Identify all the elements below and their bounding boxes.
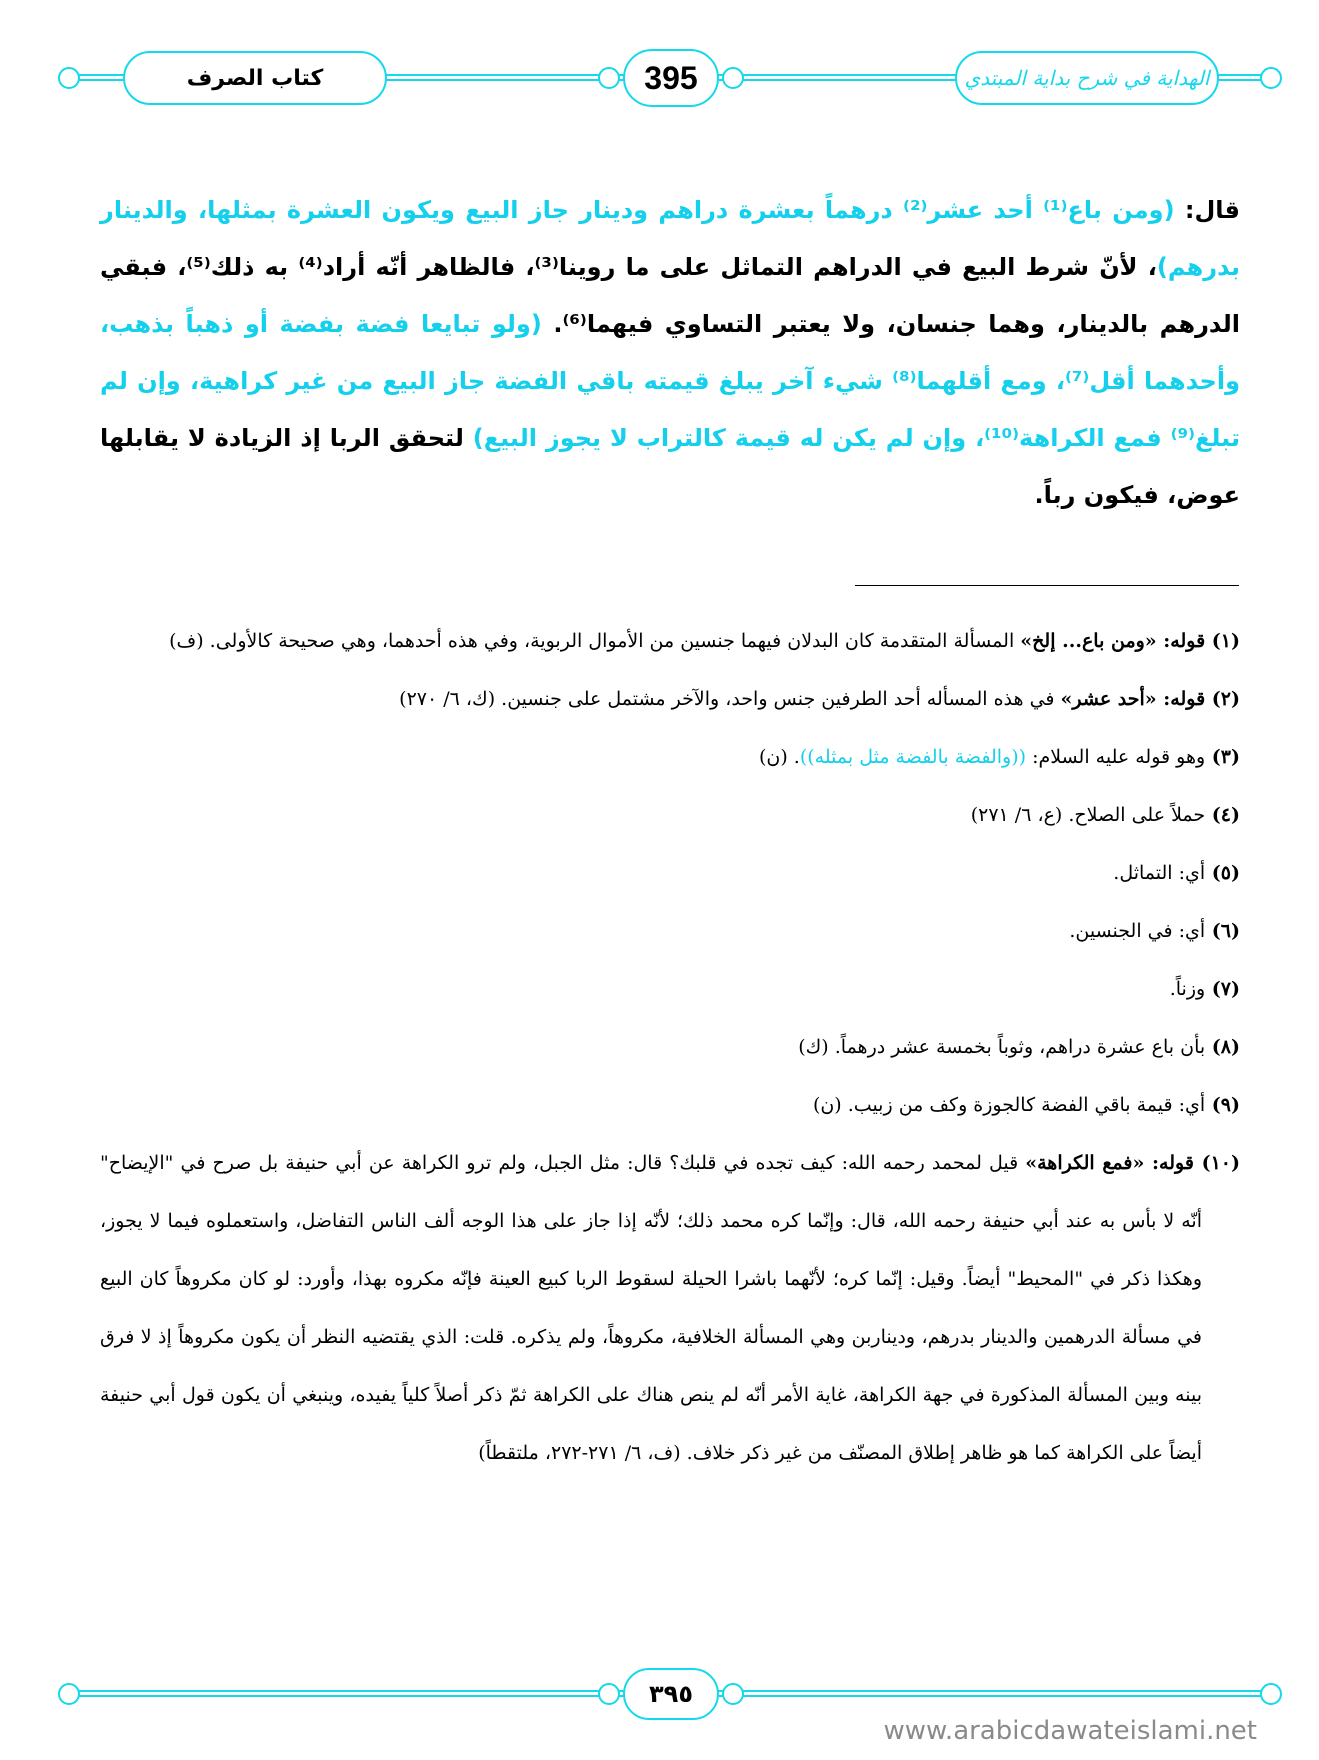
ornament-center-right — [722, 1683, 744, 1705]
footnote-2 — [100, 670, 1240, 728]
footnote-text: وزناً. — [1169, 978, 1206, 1000]
footnote-number: (١٠) — [1193, 1152, 1240, 1174]
footer-page-number-box — [623, 1668, 719, 1720]
footnote-4 — [100, 786, 1240, 844]
chapter-title: كتاب الصرف — [186, 65, 324, 91]
ornament-right — [1260, 67, 1282, 89]
footnote-number: (٦) — [1205, 920, 1240, 942]
footnote-7 — [100, 960, 1240, 1018]
ornament-center-left — [598, 67, 620, 89]
footnote-label: قوله: «أحد عشر» — [1060, 688, 1206, 710]
footnote-text: أي: قيمة باقي الفضة كالجوزة وكف من زبيب. (ن) — [812, 1094, 1206, 1116]
main-text — [100, 182, 1240, 524]
footnote-label: قوله: «فمع الكراهة» — [1025, 1152, 1194, 1174]
book-title: الهداية في شرح بداية المبتدي — [964, 66, 1210, 90]
website-watermark: www.arabicdawateislami.net — [883, 1716, 1257, 1746]
footnote-number: (٩) — [1205, 1094, 1240, 1116]
main-segment: قال: — [1174, 196, 1240, 224]
footnote-1 — [100, 612, 1240, 670]
footnote-text: أي: التماثل. — [1113, 862, 1206, 884]
ornament-left — [58, 1683, 80, 1705]
footnote-separator — [855, 585, 1239, 586]
footnote-number: (٧) — [1205, 978, 1240, 1000]
footnote-10 — [100, 1134, 1240, 1482]
page-number: 395 — [644, 59, 698, 96]
footnote-9 — [100, 1076, 1240, 1134]
footnote-label: قوله: «ومن باع... إلخ» — [1020, 630, 1206, 652]
ornament-left — [58, 67, 80, 89]
ornament-center-left — [598, 1683, 620, 1705]
footnote-number: (٢) — [1205, 688, 1240, 710]
main-segment: لتحقق الربا إذ الزيادة لا يقابلها عوض، فيكون رباً. — [100, 424, 1240, 509]
footer-page-number: ٣٩٥ — [649, 1680, 693, 1708]
footnote-3 — [100, 728, 1240, 786]
footnote-text: وهو قوله عليه السلام: — [1026, 746, 1206, 768]
footnote-number: (٥) — [1205, 862, 1240, 884]
page-number-box — [623, 49, 719, 107]
footnote-source: . (ن) — [758, 746, 800, 768]
footnote-number: (١) — [1205, 630, 1240, 652]
footnotes — [100, 612, 1240, 1482]
footnote-text: أي: في الجنسين. — [1069, 920, 1206, 942]
main-segment-matn: (ولو تبايعا فضة بفضة أو ذهباً بذهب، وأحدهما أقل⁽⁷⁾، ومع أقلهما⁽⁸⁾ شيء آخر يبلغ قيمته باقي الفضة جاز البيع من غير كراهية، وإن لم تبلغ⁽⁹⁾ فمع الكراهة⁽¹⁰⁾، وإن لم يكن له قيمة كالتراب لا يجوز البيع) — [100, 310, 1240, 452]
footnote-6 — [100, 902, 1240, 960]
footnote-text: قيل لمحمد رحمه الله: كيف تجده في قلبك؟ قال: مثل الجبل، ولم ترو الكراهة عن أبي حنيفة بل صرح في "الإيضاح" أنّه لا بأس به عند أبي حنيفة رحمه الله، قال: وإنّما كره محمد ذلك؛ لأنّه إذا جاز على هذا الوجه ألف الناس التفاضل، واستعملوه فيما لا يجوز، وهكذا ذكر في "المحيط" أيضاً. وقيل: إنّما كره؛ لأنّهما باشرا الحيلة لسقوط الربا كبيع العينة فإنّه مكروه بهذا، وأورد: لو كان مكروهاً كان البيع في مسألة الدرهمين والدينار بدرهم، وديناربن وهي المسألة الخلافية، مكروهاً، ولم يذكره. قلت: الذي يقتضيه النظر أن يكون مكروهاً إذ لا فرق بينه وبين المسألة المذكورة في جهة الكراهة، غاية الأمر أنّه لم ينص هناك على الكراهة ثمّ ذكر أصلاً كلياً يفيده، وينبغي أن يكون قول أبي حنيفة أيضاً على الكراهة كما هو ظاهر إطلاق المصنّف من غير ذكر خلاف. (ف، ٦/ ٢٧١-٢٧٢، ملتقطاً) — [100, 1152, 1202, 1464]
ornament-center-right — [722, 67, 744, 89]
chapter-title-box — [123, 51, 387, 105]
footnote-hadith: ((والفضة بالفضة مثل بمثله)) — [799, 746, 1027, 768]
footnote-5 — [100, 844, 1240, 902]
footnote-number: (٨) — [1205, 1036, 1240, 1058]
footnote-number: (٤) — [1205, 804, 1240, 826]
main-segment-matn: (ومن باع⁽¹⁾ أحد عشر⁽²⁾ درهماً بعشرة دراهم ودينار جاز البيع ويكون العشرة بمثلها، والدينار بدرهم) — [100, 196, 1240, 281]
book-title-box — [955, 51, 1219, 105]
footnote-8 — [100, 1018, 1240, 1076]
ornament-right — [1260, 1683, 1282, 1705]
footnote-text: المسألة المتقدمة كان البدلان فيهما جنسين من الأموال الربوية، وفي هذه أحدهما، وهي صحيحة كالأولى. (ف) — [169, 630, 1021, 652]
footnote-number: (٣) — [1205, 746, 1240, 768]
footnote-text: بأن باع عشرة دراهم، وثوباً بخمسة عشر درهماً. (ك) — [798, 1036, 1206, 1058]
main-segment: ، لأنّ شرط البيع في الدراهم التماثل على ما روينا⁽³⁾، فالظاهر أنّه أراد⁽⁴⁾ به ذلك⁽⁵⁾، فبقي الدرهم بالدينار، وهما جنسان، ولا يعتبر التساوي فيهما⁽⁶⁾. — [100, 253, 1241, 338]
footnote-text: حملاً على الصلاح. (ع، ٦/ ٢٧١) — [970, 804, 1206, 826]
footnote-text: في هذه المسأله أحد الطرفين جنس واحد، والآخر مشتمل على جنسين. (ك، ٦/ ٢٧٠) — [399, 688, 1061, 710]
